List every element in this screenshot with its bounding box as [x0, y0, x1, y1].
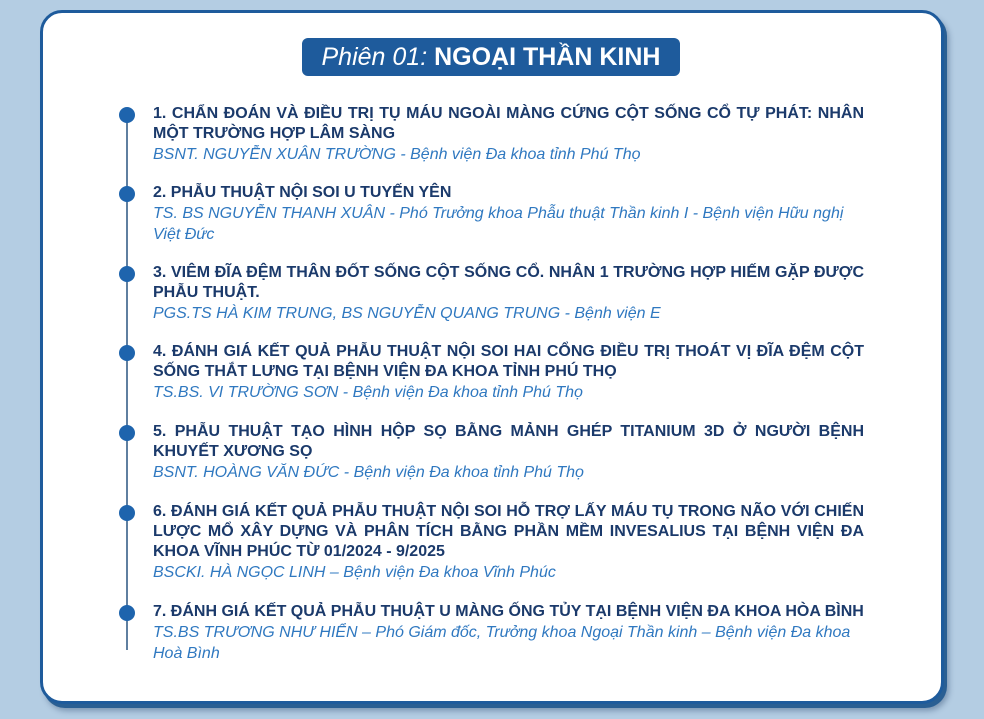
- session-name: NGOẠI THẦN KINH: [434, 43, 661, 71]
- item-author: TS. BS NGUYỄN THANH XUÂN - Phó Trưởng khoa Phẫu thuật Thần kinh I - Bệnh viện Hữu nghị Việt Đức: [153, 205, 844, 243]
- timeline-dot: [119, 345, 135, 361]
- agenda-item-2: [153, 183, 864, 245]
- item-author: BSNT. HOÀNG VĂN ĐỨC - Bệnh viện Đa khoa tỉnh Phú Thọ: [153, 464, 584, 481]
- session-prefix: Phiên 01:: [321, 43, 428, 71]
- agenda-item-7: [153, 602, 864, 664]
- item-author: TS.BS. VI TRƯỜNG SƠN - Bệnh viện Đa khoa tỉnh Phú Thọ: [153, 384, 583, 401]
- item-title: 1. CHẨN ĐOÁN VÀ ĐIỀU TRỊ TỤ MÁU NGOÀI MÀNG CỨNG CỘT SỐNG CỔ TỰ PHÁT: NHÂN MỘT TRƯỜNG HỢP LÂM SÀNG: [153, 105, 864, 142]
- item-author: BSNT. NGUYỄN XUÂN TRƯỜNG - Bệnh viện Đa khoa tỉnh Phú Thọ: [153, 146, 641, 163]
- timeline-dot: [119, 107, 135, 123]
- session-title: [302, 38, 680, 76]
- agenda-item-3: [153, 263, 864, 324]
- item-title: 4. ĐÁNH GIÁ KẾT QUẢ PHẪU THUẬT NỘI SOI HAI CỔNG ĐIỀU TRỊ THOÁT VỊ ĐĨA ĐỆM CỘT SỐNG THẮT LƯNG TẠI BỆNH VIỆN ĐA KHOA TỈNH PHÚ THỌ: [153, 343, 864, 380]
- item-author: PGS.TS HÀ KIM TRUNG, BS NGUYỄN QUANG TRUNG - Bệnh viện E: [153, 305, 661, 322]
- agenda-item-4: [153, 342, 864, 403]
- timeline-dot: [119, 605, 135, 621]
- timeline-dot: [119, 425, 135, 441]
- timeline-dot: [119, 186, 135, 202]
- item-title: 2. PHẪU THUẬT NỘI SOI U TUYẾN YÊN: [153, 184, 452, 201]
- item-author: BSCKI. HÀ NGỌC LINH – Bệnh viện Đa khoa Vĩnh Phúc: [153, 564, 556, 581]
- agenda-item-1: [153, 104, 864, 165]
- item-title: 3. VIÊM ĐĨA ĐỆM THÂN ĐỐT SỐNG CỘT SỐNG CỔ. NHÂN 1 TRƯỜNG HỢP HIẾM GẶP ĐƯỢC PHẪU THUẬT.: [153, 264, 864, 301]
- item-author: TS.BS TRƯƠNG NHƯ HIỂN – Phó Giám đốc, Trưởng khoa Ngoại Thần kinh – Bệnh viện Đa khoa Hoà Bình: [153, 624, 851, 662]
- agenda-item-6: [153, 502, 864, 583]
- timeline-dot: [119, 266, 135, 282]
- item-title: 6. ĐÁNH GIÁ KẾT QUẢ PHẪU THUẬT NỘI SOI HỖ TRỢ LẤY MÁU TỤ TRONG NÃO VỚI CHIẾN LƯỢC MỔ XÂY DỰNG VÀ PHÂN TÍCH BẰNG PHẦN MỀM INVESALIUS TẠI BỆNH VIỆN ĐA KHOA VĨNH PHÚC TỪ 01/2024 - 9/2025: [153, 503, 864, 560]
- agenda-item-5: [153, 422, 864, 483]
- item-title: 7. ĐÁNH GIÁ KẾT QUẢ PHẪU THUẬT U MÀNG ỐNG TỦY TẠI BỆNH VIỆN ĐA KHOA HÒA BÌNH: [153, 603, 864, 620]
- item-title: 5. PHẪU THUẬT TẠO HÌNH HỘP SỌ BẰNG MẢNH GHÉP TITANIUM 3D Ở NGƯỜI BỆNH KHUYẾT XƯƠNG SỌ: [153, 423, 864, 460]
- timeline-dot: [119, 505, 135, 521]
